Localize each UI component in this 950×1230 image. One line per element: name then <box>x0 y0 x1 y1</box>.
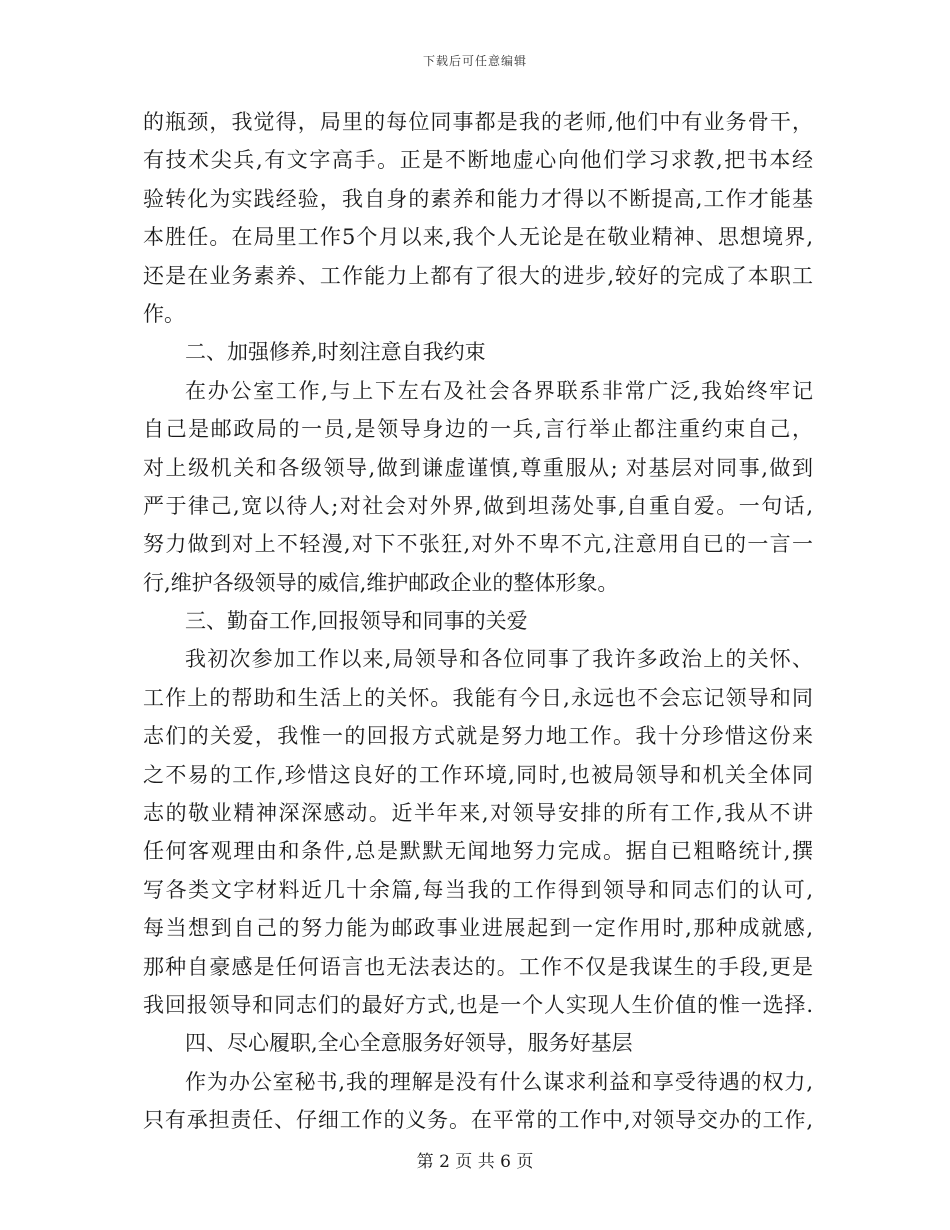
section-heading-4: 四、尽心履职,全心全意服务好领导，服务好基层 <box>185 1031 633 1056</box>
section-heading-3: 三、勤奋工作,回报领导和同事的关爱 <box>185 609 528 634</box>
body-line: 工作上的帮助和生活上的关怀。我能有今日,永远也不会忘记领导和同 <box>143 685 813 710</box>
body-line: 志的敬业精神深深感动。近半年来,对领导安排的所有工作,我从不讲 <box>143 801 813 826</box>
body-line: 作。 <box>143 301 185 326</box>
body-line: 我回报领导和同志们的最好方式,也是一个人实现人生价值的惟一选择. <box>143 992 813 1017</box>
page-number: 第 2 页 共 6 页 <box>416 1152 534 1172</box>
page-header: 下载后可任意编辑 <box>422 54 527 68</box>
body-line: 有技术尖兵,有文字高手。正是不断地虚心向他们学习求教,把书本经 <box>143 148 813 173</box>
body-line: 行,维护各级领导的威信,维护邮政企业的整体形象。 <box>143 570 619 595</box>
document-body <box>143 103 813 1140</box>
body-line: 作为办公室秘书,我的理解是没有什么谋求利益和享受待遇的权力, <box>185 1069 813 1094</box>
body-line: 的瓶颈，我觉得，局里的每位同事都是我的老师,他们中有业务骨干， <box>143 110 813 134</box>
body-line: 自己是邮政局的一员,是领导身边的一兵,言行举止都注重约束自己， <box>143 417 813 442</box>
body-line: 之不易的工作,珍惜这良好的工作环境,同时,也被局领导和机关全体同 <box>143 762 813 787</box>
body-line: 严于律己,宽以待人;对社会对外界,做到坦荡处事,自重自爱。一句话, <box>143 493 813 518</box>
body-line: 写各类文字材料近几十余篇,每当我的工作得到领导和同志们的认可, <box>143 877 813 902</box>
body-line: 只有承担责任、仔细工作的义务。在平常的工作中,对领导交办的工作, <box>143 1108 813 1133</box>
section-heading-2: 二、加强修养,时刻注意自我约束 <box>185 340 486 365</box>
body-line: 本胜任。在局里工作5个月以来,我个人无论是在敬业精神、思想境界, <box>143 225 813 250</box>
body-line: 努力做到对上不轻漫,对下不张狂,对外不卑不亢,注意用自已的一言一 <box>143 532 813 557</box>
body-line: 在办公室工作,与上下左右及社会各界联系非常广泛,我始终牢记 <box>185 378 813 403</box>
body-line: 每当想到自己的努力能为邮政事业进展起到一定作用时,那种成就感, <box>143 916 813 941</box>
body-line: 还是在业务素养、工作能力上都有了很大的进步,较好的完成了本职工 <box>143 263 813 288</box>
body-line: 那种自豪感是任何语言也无法表达的。工作不仅是我谋生的手段,更是 <box>143 954 813 979</box>
body-line: 志们的关爱，我惟一的回报方式就是努力地工作。我十分珍惜这份来 <box>143 724 813 749</box>
body-line: 验转化为实践经验，我自身的素养和能力才得以不断提高,工作才能基 <box>143 186 813 211</box>
body-line: 任何客观理由和条件,总是默默无闻地努力完成。据自已粗略统计,撰 <box>143 839 813 864</box>
body-line: 对上级机关和各级领导,做到谦虚谨慎,尊重服从; 对基层对同事,做到 <box>143 455 813 480</box>
body-line: 我初次参加工作以来,局领导和各位同事了我许多政治上的关怀、 <box>185 647 813 672</box>
